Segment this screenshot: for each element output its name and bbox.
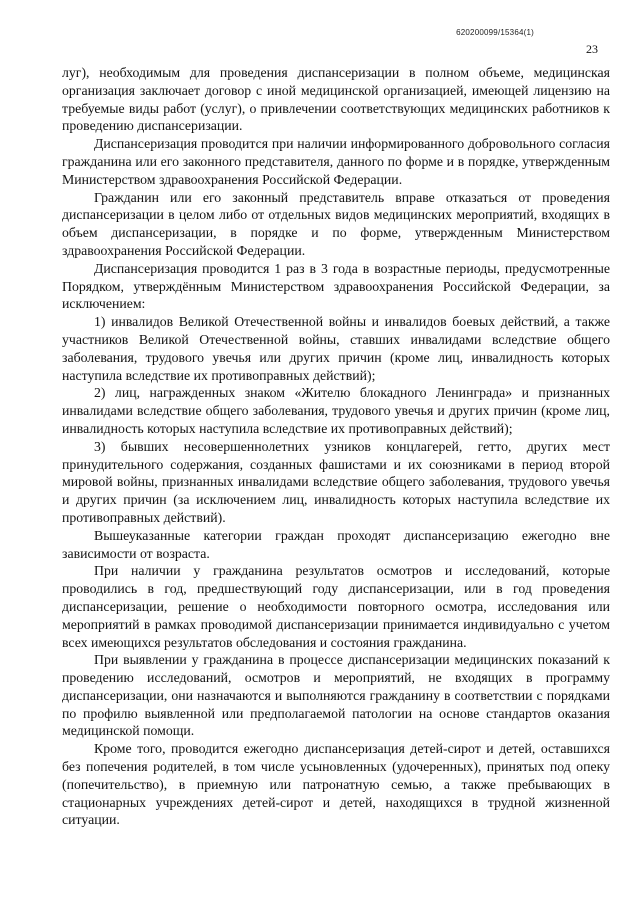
- document-code: 620200099/15364(1): [456, 28, 534, 37]
- paragraph-additional-indications: При выявлении у гражданина в процессе диспансеризации медицинских показаний к проведению исследований, осмотров и мероприятий, не входящих в программу диспансеризации, они назначаются и выполняются гражданину в соответствии с порядками по профилю выявленной или предполагаемой патологии на основе стандартов оказания медицинской помощи.: [62, 652, 610, 739]
- list-item-3: 3) бывших несовершеннолетних узников концлагерей, гетто, других мест принудительного содержания, созданных фашистами и их союзниками в период второй мировой войны, признанных инвалидами вследствие общего заболевания, трудового увечья и других причин (за исключением лиц, инвалидность которых наступила вследствие их противоправных действий).: [62, 438, 610, 525]
- list-item-2: 2) лиц, награжденных знаком «Жителю блокадного Ленинграда» и признанных инвалидами вследствие общего заболевания, трудового увечья и других причин (кроме лиц, инвалидность которых наступила вследствие их противоправных действий);: [62, 385, 610, 436]
- paragraph-annual: Вышеуказанные категории граждан проходят диспансеризацию ежегодно вне зависимости от возраста.: [62, 527, 610, 561]
- paragraph-frequency: Диспансеризация проводится 1 раз в 3 года в возрастные периоды, предусмотренные Порядком, утверждённым Министерством здравоохранения Российской Федерации, за исключением:: [62, 260, 610, 312]
- paragraph-orphans: Кроме того, проводится ежегодно диспансеризация детей-сирот и детей, оставшихся без попечения родителей, в том числе усыновленных (удочеренных), принятых под опеку (попечительство), в приемную или патронатную семью, а также пребывающих в стационарных учреждениях детей-сирот и детей, находящихся в трудной жизненной ситуации.: [62, 741, 610, 828]
- page-number: 23: [586, 42, 598, 56]
- paragraph-continuation: луг), необходимым для проведения диспансеризации в полном объеме, медицинская организация заключает договор с иной медицинской организацией, имеющей лицензию на требуемые виды работ (услуг), о привлечении соответствующих медицинских работников к проведению диспансеризации.: [62, 65, 610, 134]
- list-item-1: 1) инвалидов Великой Отечественной войны и инвалидов боевых действий, а также участников Великой Отечественной войны, ставших инвалидами вследствие общего заболевания, трудового увечья или других причин (кроме лиц, инвалидность которых наступила вследствие их противоправных действий);: [62, 314, 610, 383]
- paragraph-consent: Диспансеризация проводится при наличии информированного добровольного согласия гражданина или его законного представителя, данного по форме и в порядке, утвержденным Министерством здравоохранения Российской Федерации.: [62, 136, 610, 187]
- paragraph-refusal: Гражданин или его законный представитель вправе отказаться от проведения диспансеризации в целом либо от отдельных видов медицинских мероприятий, входящих в объем диспансеризации, в порядке и по форме, утвержденным Министерством здравоохранения Российской Федерации.: [62, 189, 610, 258]
- document-body: [62, 64, 610, 829]
- paragraph-previous-results: При наличии у гражданина результатов осмотров и исследований, которые проводились в год, предшествующий году диспансеризации, или в год проведения диспансеризации, решение о необходимости повторного осмотра, исследования или мероприятий в рамках проводимой диспансеризации принимается индивидуально с учетом всех имеющихся результатов обследования и состояния гражданина.: [62, 563, 610, 650]
